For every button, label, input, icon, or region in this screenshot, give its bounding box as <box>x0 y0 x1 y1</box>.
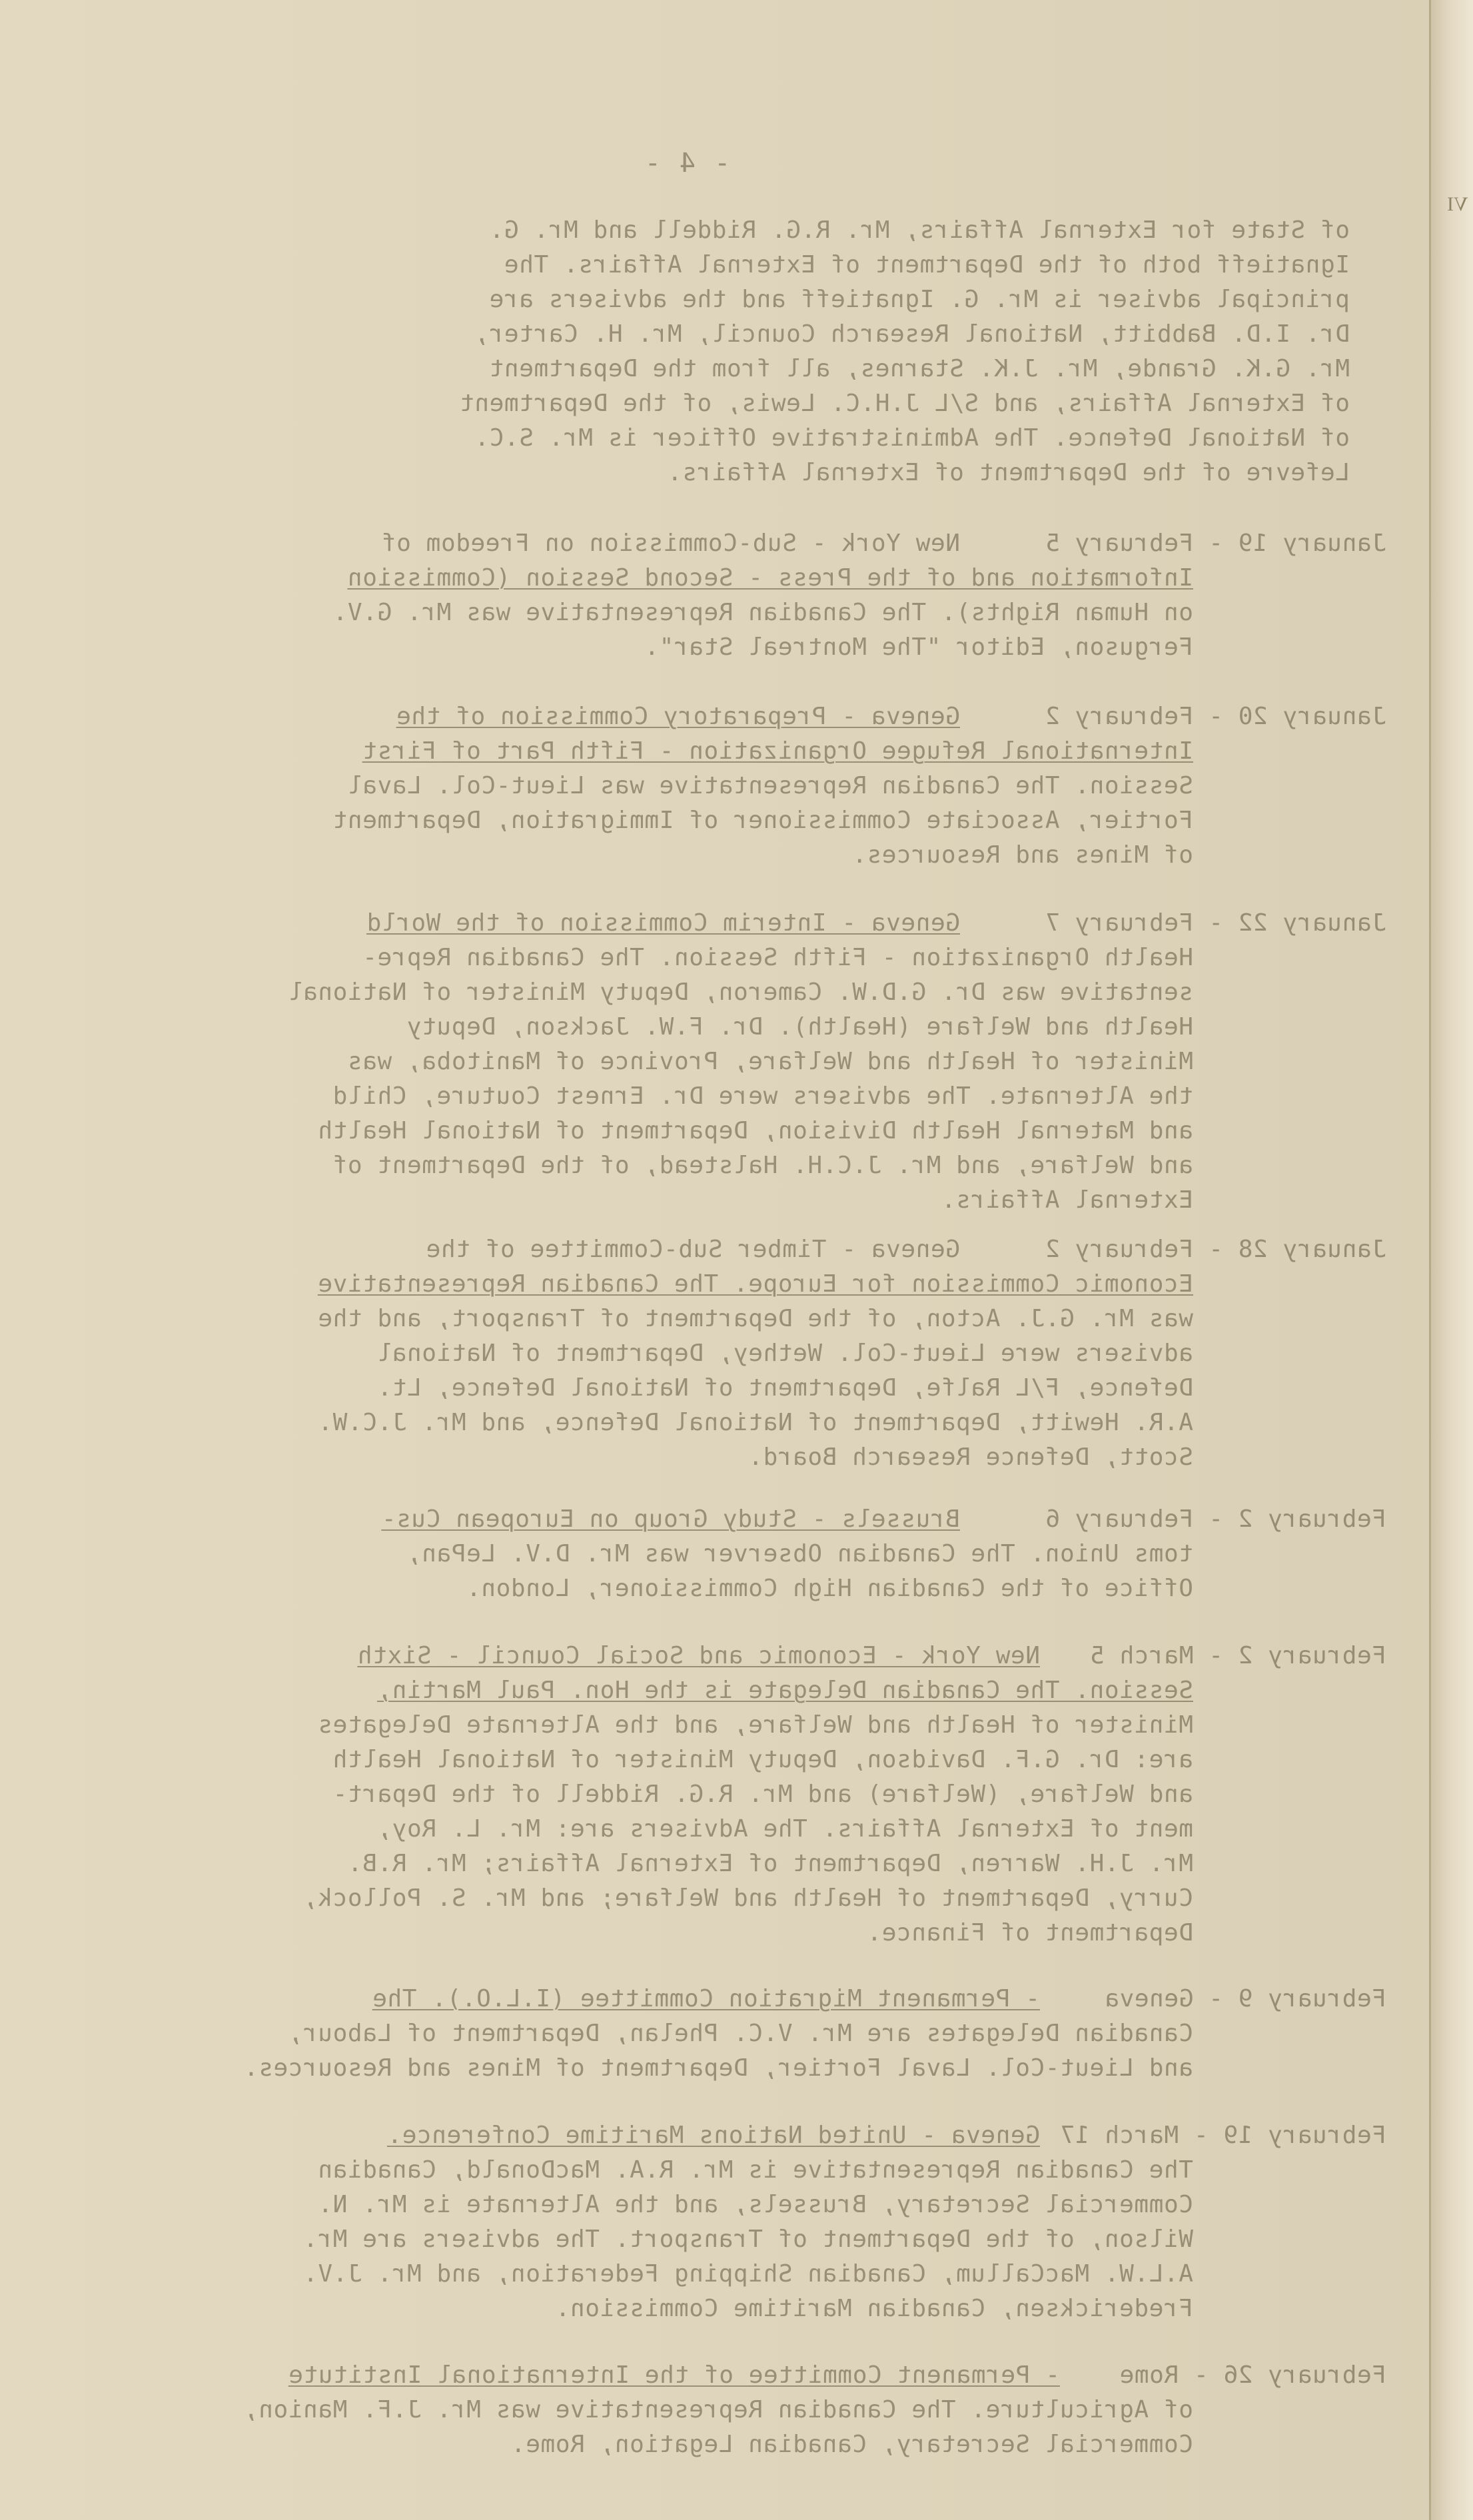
text-line: Minister of Health and Welfare, Province of Manitoba, was <box>347 1048 1193 1075</box>
text-line: Minister of Health and Welfare, and the Alternate Delegates <box>317 1711 1193 1739</box>
text-line: are: Dr. G.F. Davidson, Deputy Minister of National Health <box>332 1746 1193 1773</box>
text-line: New York - Economic and Social Council - Sixth <box>357 1642 1040 1669</box>
text-line: Ferguson, Editor "The Montreal Star". <box>644 633 1193 661</box>
entry-date: February 19 - March 17 <box>1059 2122 1386 2149</box>
entry-date: February 26 - Rome <box>1119 2361 1386 2389</box>
text-line: - Permanent Committee of the International Institute <box>288 2361 1060 2389</box>
text-line: Fredericksen, Canadian Maritime Commission. <box>555 2295 1193 2322</box>
text-line: Office of the Canadian High Commissioner, London. <box>466 1575 1193 1602</box>
entry-date: January 19 - February 5 <box>1045 530 1386 557</box>
text-line: and Lieut-Col. Laval Fortier, Department of Mines and Resources. <box>243 2054 1193 2082</box>
text-line: Canadian Delegates are Mr. V.C. Phelan, Department of Labour, <box>288 2020 1193 2047</box>
edge-mark: VI <box>1447 193 1468 215</box>
text-line: Health Organization - Fifth Session. The Canadian Repre- <box>362 944 1193 971</box>
entry-date: February 9 - Geneva <box>1104 1985 1386 2012</box>
text-line: The Canadian Representative is Mr. R.A. MacDonald, Canadian <box>317 2156 1193 2184</box>
text-line: Economic Commission for Europe. The Canadian Representative <box>317 1270 1193 1298</box>
text-line: - Permanent Migration Committee (I.L.O.). The <box>372 1985 1040 2012</box>
page-number: - 4 - <box>643 148 731 179</box>
text-line: A.R. Hewitt, Department of National Defence, and Mr. J.C.W. <box>317 1409 1193 1436</box>
text-line: Lefevre of the Department of External Affairs. <box>667 459 1350 486</box>
text-line: Mr. J.H. Warren, Department of External Affairs; Mr. R.B. <box>347 1850 1193 1877</box>
text-line: of State for External Affairs, Mr. R.G. Riddell and Mr. G. <box>489 216 1350 244</box>
text-line: was Mr. G.J. Acton, of the Department of Transport, and the <box>317 1305 1193 1332</box>
text-line: Department of Finance. <box>866 1919 1193 1946</box>
text-line: Information and of the Press - Second Session (Commission <box>347 564 1193 592</box>
text-line: and Welfare, (Welfare) and Mr. R.G. Riddell of the Depart- <box>332 1781 1193 1808</box>
text-line: Scott, Defence Research Board. <box>747 1444 1193 1471</box>
text-line: sentative was Dr. G.D.W. Cameron, Deputy Minister of National <box>288 979 1193 1006</box>
text-line: on Human Rights). The Canadian Representative was Mr. G.V. <box>332 599 1193 626</box>
text-line: External Affairs. <box>941 1186 1193 1214</box>
text-line: Dr. I.D. Babbitt, National Research Council, Mr. H. Carter, <box>474 320 1350 348</box>
text-line: the Alternate. The advisers were Dr. Ernest Couture, Child <box>332 1082 1193 1110</box>
text-line: and Welfare, and Mr. J.C.H. Halstead, of the Department of <box>332 1152 1193 1179</box>
text-line: Health and Welfare (Health). Dr. F.W. Jackson, Deputy <box>406 1013 1193 1041</box>
entry-date: February 2 - March 5 <box>1089 1642 1386 1669</box>
text-line: and Maternal Health Division, Department of National Health <box>317 1117 1193 1144</box>
text-line: New York - Sub-Commission on Freedom of <box>381 530 960 557</box>
text-line: Brussels - Study Group on European Cus- <box>381 1505 960 1533</box>
text-line: principal adviser is Mr. G. Ignatieff and the advisers are <box>489 286 1350 313</box>
text-line: advisers were Lieut-Col. Wethey, Department of National <box>376 1340 1193 1367</box>
text-line: toms Union. The Canadian Observer was Mr. D.V. LePan, <box>406 1540 1193 1567</box>
text-line: Mr. G.K. Grande, Mr. J.K. Starnes, all from the Department <box>489 355 1350 382</box>
text-line: Geneva - United Nations Maritime Conference. <box>386 2122 1040 2149</box>
text-line: International Refugee Organization - Fifth Part of First <box>362 737 1193 765</box>
text-line: Geneva - Interim Commission of the World <box>366 909 960 937</box>
text-line: of External Affairs, and S/L J.H.C. Lewis, of the Department <box>459 390 1350 417</box>
text-line: Fortier, Associate Commissioner of Immigration, Department <box>332 807 1193 834</box>
text-line: Defence, F/L Ralfe, Department of National Defence, Lt. <box>376 1374 1193 1402</box>
text-line: of Agriculture. The Canadian Representative was Mr. J.F. Manion, <box>243 2396 1193 2423</box>
text-line: Session. The Canadian Delegate is the Hon. Paul Martin, <box>376 1677 1193 1704</box>
text-line: of Mines and Resources. <box>851 841 1193 869</box>
text-line: Geneva - Timber Sub-Committee of the <box>426 1236 960 1263</box>
text-line: Wilson, of the Department of Transport. The advisers are Mr. <box>302 2226 1193 2253</box>
text-line: Geneva - Preparatory Commission of the <box>396 703 960 730</box>
text-line: of National Defence. The Administrative Officer is Mr. S.C. <box>474 424 1350 452</box>
entry-date: January 20 - February 2 <box>1045 703 1386 730</box>
entry-date: January 22 - February 7 <box>1045 909 1386 937</box>
text-line: Ignatieff both of the Department of External Affairs. The <box>504 251 1350 278</box>
text-line: Session. The Canadian Representative was Lieut-Col. Laval <box>347 772 1193 799</box>
text-line: ment of External Affairs. The Advisers are: Mr. L. Roy, <box>376 1815 1193 1843</box>
entry-date: February 2 - February 6 <box>1045 1505 1386 1533</box>
text-line: Curry, Department of Health and Welfare; and Mr. S. Pollock, <box>302 1885 1193 1912</box>
text-line: Commercial Secretary, Canadian Legation, Rome. <box>510 2431 1193 2458</box>
text-line: A.L.W. MacCallum, Canadian Shipping Federation, and Mr. J.V. <box>302 2260 1193 2288</box>
entry-date: January 28 - February 2 <box>1045 1236 1386 1263</box>
text-line: Commercial Secretary, Brussels, and the Alternate is Mr. N. <box>317 2191 1193 2218</box>
